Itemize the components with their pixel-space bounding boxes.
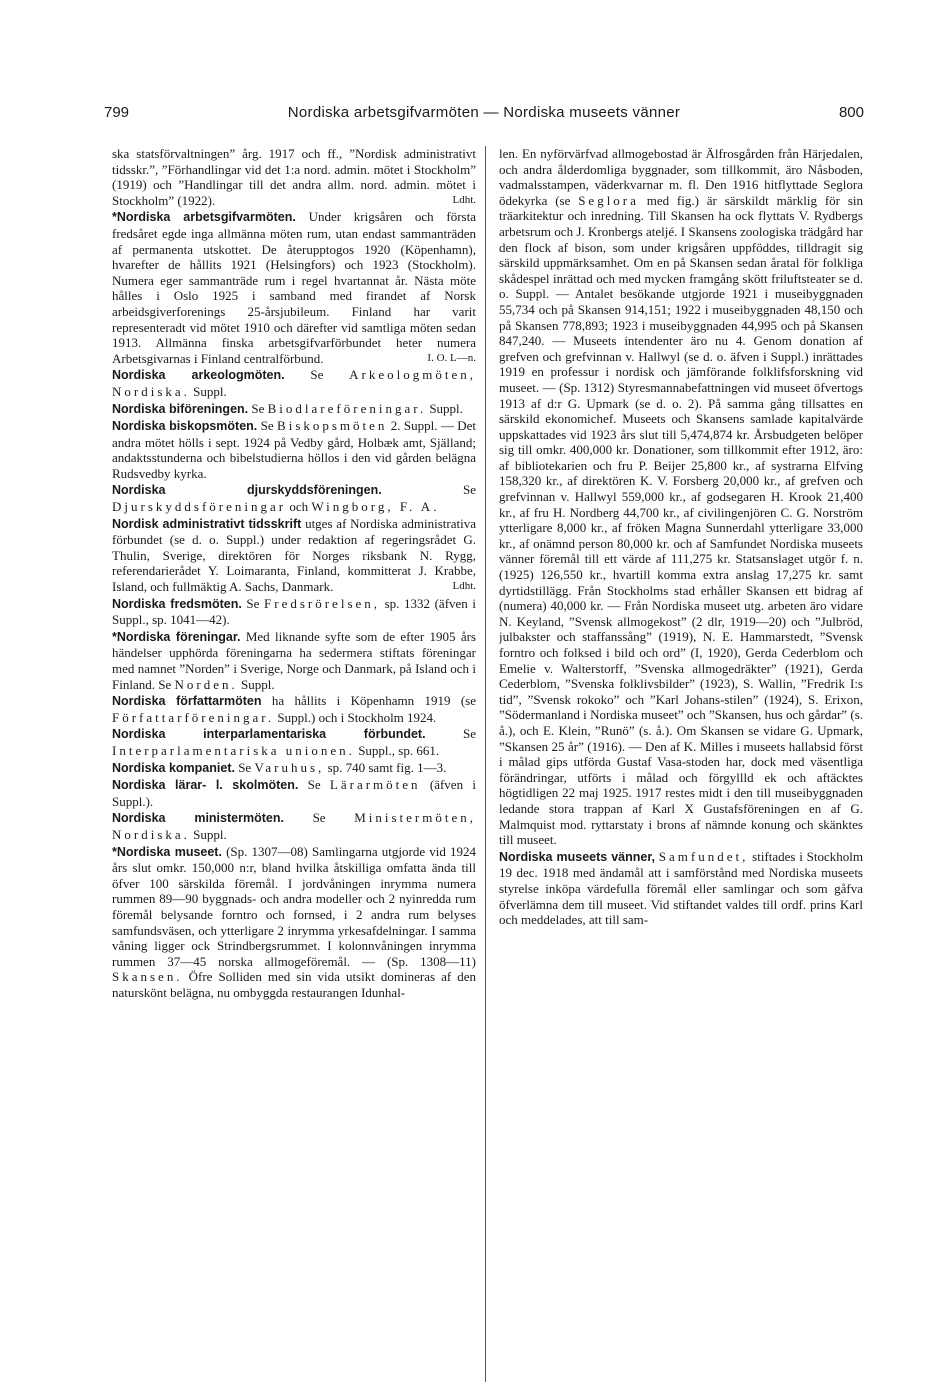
entry-arbetsgifvarmoten: *Nordiska arbetsgifvarmöten. Under krigsåren och första fredsåret egde inga allmänna möten rum, utan endast sammanträden af permanenta utskottet. De återupptogos 1920 (Köpenhamn), hvarefter de hållits 1921 (Helsingfors) och 1923 (Stockholm). Numera eger sammanträde rum i regel hvartannat år. Nästa möte hålles i Oslo 1925 i samband med firandet af Norsk arbeidsgiverforenings 25-årsjubileum. Finland har varit representeradt vid mötet 1910 och därefter vid samtliga möten sedan 1913. Allmänna finska arbetsgifvarförbundet heter numera Arbetsgivarnas i Finland centralförbund. I. O. L—n. — [112, 209, 476, 366]
running-title: Nordiska arbetsgifvarmöten — Nordiska museets vänner — [287, 104, 681, 121]
entry-heading: Nordiska djurskyddsföreningen. — [112, 483, 382, 498]
column-left — [112, 146, 476, 1382]
entry-heading: Nordiska interparlamentariska förbundet. — [112, 727, 426, 742]
entry-museet: *Nordiska museet. (Sp. 1307—08) Samlingarna utgjorde vid 1924 års slut omkr. 150,000 n:r, bland hvilka åtskilliga omfatta ända till öfver 100 särskilda föremål. I jordvåningen inrymma numera rummen 89—90 byggnads- och andra modeller och 2 nyinredda rum föremål belysande forntro och fornsed, i 2 andra rum belyses samfundsväsen, och ytterligare 2 inrymma yrkesafdelningar. I samma våning ligger ock Strindbergsrummet. I kolonnvåningen inrymma rummen 37—45 norska allmogeföremål. — (Sp. 1308—11) Skansen. Öfre Solliden med sin vida utsikt domineras af den naturskönt belägna, nu ombyggda restaurangen Idunhal- — [112, 843, 476, 1000]
entry-museet-continuation: len. En nyförvärfvad allmogebostad är Älfrosgården från Härjedalen, och andra ålderdomliga byggnader, som tillkommit, äro Nåsboden, vadmalsstampen, väderkvarnar m. fl. Den 1916 hitflyttade Seglora ödekyrka (se Seglora med fig.) är särskildt märklig för sin träarkitektur och inredning. Till Skansen ha ock flyttats V. Rydbergs arbetsrum och J. Kronbergs ateljé. I Skansens zoologiska trädgård har den flock af bison, som under krigsåren uppföddes, tilldragit sig särskild uppmärksamhet. Om en på Skansen sedan åratal för folkliga skådespel inrättad och med mycken framgång skött friluftsteater se d. o. Suppl. — Antalet besökande utgjorde 1921 i museibyggnaden 55,734 och på Skansen 914,151; 1922 i museibyggnaden 48,150 och på Skansen 778,893; 1923 i museibyggnaden 44,995 och på Skansen 847,240. — Museets intendenter äro nu 4. Genom donation af grefven och grefvinnan v. Hallwyl (se d. o. äfven i Suppl.) inrättades 1919 en professur i nordisk och jämförande folklifsforskning vid museet. — (Sp. 1312) Styresmannabefattningen vid museet öfvertogs 1913 af d:r G. Upmark (se d. o. 2). På samma gång tillsattes en särskild ekonomichef. Museets och Skansens samlade kapitalvärde uppskattades vid 1923 års slut till 5,474,874 kr. Årsbudgeten belöper sig till omkr. 400,000 kr. Donationer, som tillkommit efter 1912, äro: af bibliotekarien och fru P. Beijer 25,800 kr., af systrarna Elfving 158,320 kr., af direktören K. V. Forsberg 20,000 kr., af grefven och grefvinnan v. Hallwyl 559,000 kr., af godsegaren H. Krook 21,400 kr., af fru H. Nordberg 44,700 kr., af civilingenjören C. G. Norström ytterligare 8,000 kr., af fröken Magna Sunnerdahl ytterligare 33,000 kr., af onämnd person 80,000 kr. och af Samfundet Nordiska museets vänner föremål till ett värde af 111,275 kr. Statsanslaget utgör f. n. (1925) 126,550 kr., hvartill komma extra anslag 17,275 kr. samt dyrtidstillägg. Från Stockholms stad erhåller Skansen ett bidrag af (numera) 40,000 kr. — Från Nordiska museet utg. arbeten äro vidare N. Keyland, ”Svensk allmogekost” (2 dlr, 1919—20) och ”Julbröd, julbakster och staffanssång” (1919), N. E. Hammarstedt, ”Svensk forntro och folksed i bild och ord” (I, 1920), Gerda Cederblom och Emelie v. Walterstorff, ”Svenska allmogedräkter” (1921), Gerda Cederblom, ”Svenska folklivsbilder” (1923), S. Wallin, ”Fredrik I:s tid”, ”Svensk rokoko” och ”Karl Johans-stilen” (1924), S. Erixon, ”Södermanland i Nordiska museet” och ”Skansen, hus och gårdar” (s. å.), och E. Klein, ”Runö” (s. å.). Om Skansen se vidare G. Upmark, ”Skansen 25 år” (1916). — Den af K. Milles i museets hallabsid först i målad gips utförda Gustaf Vasa-stoden har, dock med väsentliga förändringar, utförts i målad och förgyllld ek och aftäcktes högtidligen 22 maj 1925. 1917 restes midt i den till museibyggnaden ledande stora trappan af Karl X Gustafsföreningen en af G. Malmquist mod. ryttarstaty i brons af nämnde konung och skänktes till museet. — [499, 146, 863, 848]
entry-heading: Nordiska författarmöten — [112, 694, 262, 709]
entry-djurskyddsforeningen: Nordiska djurskyddsföreningen. Se Djurskyddsföreningar och Wingborg, F. A. — [112, 482, 476, 515]
entry-heading: Nordiska kompaniet. — [112, 760, 235, 775]
entry-heading: *Nordiska arbetsgifvarmöten. — [112, 210, 296, 225]
entry-heading: Nordiska fredsmöten. — [112, 596, 242, 611]
entry-heading: Nordiska biföreningen. — [112, 401, 249, 416]
signature: Ldht. — [452, 580, 476, 593]
entry-fredsmoten: Nordiska fredsmöten. Se Fredsrörelsen, sp. 1332 (äfven i Suppl., sp. 1041—42). — [112, 595, 476, 628]
entry-heading: Nordiska lärar- l. skolmöten. — [112, 778, 299, 793]
entry-biforeningen: Nordiska biföreningen. Se Biodlareföreningar. Suppl. — [112, 400, 463, 416]
entry-administrativt-tidsskrift: Nordisk administrativt tidsskrift utges af Nordiska administrativa förbundet (se d. o. Suppl.) under redaktion af regeringsrådet G. Thulin, Sverige, direktören för Norges riksbank N. Rygg, referendarierådet Y. Loimaranta, Finland, kommitterat J. Krabbe, Island, och fullmäktig A. Sachs, Danmark. Ldht. — [112, 515, 476, 595]
entry-heading: Nordiska museets vänner, — [499, 849, 655, 864]
entry-heading: *Nordiska föreningar. — [112, 629, 241, 644]
running-header — [104, 104, 864, 126]
entry-forfattarmoten: Nordiska författarmöten ha hållits i Köpenhamn 1919 (se Författarföreningar. Suppl.) och i Stockholm 1924. — [112, 693, 476, 725]
page-number-right: 800 — [838, 104, 864, 121]
entry-lararmoten: Nordiska lärar- l. skolmöten. Se Lärarmöten (äfven i Suppl.). — [112, 777, 476, 809]
page-number-left: 799 — [104, 104, 130, 121]
entry-interparlamentariska: Nordiska interparlamentariska förbundet. Se Interparlamentariska unionen. Suppl., sp. 661. — [112, 726, 476, 758]
entry-heading: Nordiska arkeologmöten. — [112, 368, 285, 383]
entry-museets-vanner: Nordiska museets vänner, Samfundet, stiftades i Stockholm 19 dec. 1918 med ändamål att i samförstånd med Nordiska museets styrelse inköpa värdefulla föremål eller samlingar och som gåfva öfverlämna dem till museet. Vid stiftandet valdes till ordf. prins Karl och meddelades, att till sam- — [499, 848, 863, 928]
entry-kompaniet: Nordiska kompaniet. Se Varuhus, sp. 740 samt fig. 1—3. — [112, 759, 447, 775]
column-divider — [485, 146, 486, 1382]
signature: I. O. L—n. — [427, 351, 476, 364]
entry-heading: Nordiska biskopsmöten. — [112, 419, 258, 434]
entry-biskopsmoten: Nordiska biskopsmöten. Se Biskopsmöten 2. Suppl. — Det andra mötet hölls i sept. 1924 på Vedby gård, Holbæk amt, Själland; andaktsstunderna och bibelstudierna höllos i den vid gården belägna Rudsvedby kyrka. — [112, 418, 476, 481]
entry-foreningar: *Nordiska föreningar. Med liknande syfte som de efter 1905 års händelser upphörda föreningarna ha sedermera stiftats föreningar med namnet ”Norden” i Sverige, Norge och Danmark, på Island och i Finland. Se Norden. Suppl. — [112, 628, 476, 692]
entry-ministermoten: Nordiska ministermöten. Se Ministermöten, Nordiska. Suppl. — [112, 810, 476, 842]
entry-heading: Nordiska ministermöten. — [112, 811, 284, 826]
signature: Ldht. — [452, 193, 476, 206]
entry-heading: Nordisk administrativt tidsskrift — [112, 516, 302, 531]
entry-arkeologmoten: Nordiska arkeologmöten. Se Arkeologmöten, Nordiska. Suppl. — [112, 367, 476, 399]
entry-continuation: ska statsförvaltningen” årg. 1917 och ff., ”Nordisk administrativt tidsskr.”, ”Förhandlingar vid det 1:a nord. admin. mötet i Stockholm” (1919) och ”Handlingar till det andra allm. nord. admin. mötet i Stockholm” (1922). Ldht. — [112, 146, 476, 208]
column-right — [499, 146, 863, 1382]
entry-heading: *Nordiska museet. — [112, 844, 222, 859]
